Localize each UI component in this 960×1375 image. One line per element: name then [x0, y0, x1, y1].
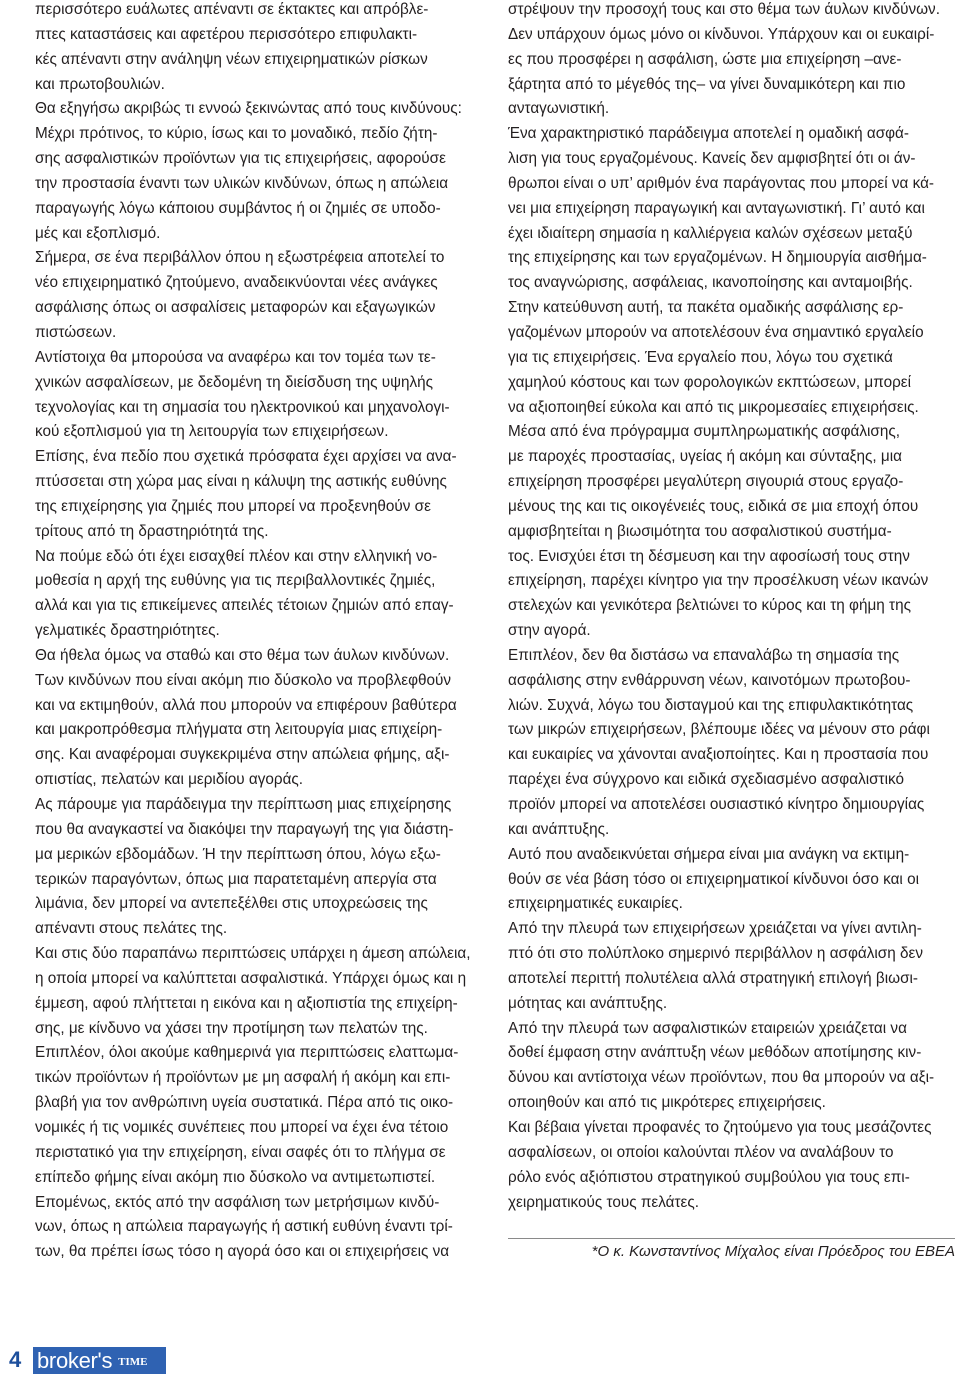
text-line: Ας πάρουμε για παράδειγμα την περίπτωση μιας επιχείρησης: [35, 796, 452, 813]
text-line: ασφάλισης στην ενθάρρυνση νέων, καινοτόμων πρωτοβου-: [508, 671, 911, 689]
text-line: λιση για τους εργαζομένους. Κανείς δεν αμφισβητεί ότι οι άν-: [508, 150, 916, 168]
text-line: Θα εξηγήσω ακριβώς τι εννοώ ξεκινώντας από τους κινδύνους:: [35, 100, 462, 118]
text-line: και να εκτιμηθούν, αλλά που μπορούν να επιφέρουν βαθύτερα: [35, 696, 457, 714]
text-line: Και βέβαια γίνεται προφανές το ζητούμενο για τους μεσάζοντες: [508, 1118, 932, 1136]
text-line: τικών προϊόντων ή προϊόντων με μη ασφαλή ή ακόμη και επι-: [35, 1069, 451, 1087]
text-line: ασφάλισης όπως οι ασφαλίσεις μεταφορών και εξαγωγικών: [35, 299, 436, 317]
paragraph: [508, 122, 955, 296]
text-line: μοθεσία η αρχή της ευθύνης για τις περιβαλλοντικές ζημιές,: [35, 572, 436, 590]
text-line: Αυτό που αναδεικνύεται σήμερα είναι μια ανάγκη να εκτιμη-: [508, 845, 910, 863]
text-line: η οποία μπορεί να καλύπτεται ασφαλιστικά. Υπάρχει όμως και η: [35, 969, 467, 987]
text-line: για τις επιχειρήσεις. Ένα εργαλείο που, λόγω του σχετικά: [508, 348, 893, 366]
text-line: δοθεί έμφαση στην ανάπτυξη νέων μεθόδων αποτίμησης κιν-: [508, 1044, 922, 1062]
text-line: τρίτους από τη δραστηριότητά της.: [35, 522, 269, 540]
text-line: και ανάπτυξης.: [508, 820, 610, 838]
paragraph: [508, 1017, 955, 1116]
text-line: σης. Και αναφέρομαι συγκεκριμένα στην απώλεια φήμης, αξι-: [35, 746, 450, 764]
text-line: παραγωγής λόγω κάποιου συμβάντος ή οι ζημιές σε υποδο-: [35, 199, 441, 217]
text-line: περιστατικό για την επιχείρηση, είναι σαφές ότι το πλήγμα σε: [35, 1143, 446, 1161]
text-line: πτες καταστάσεις και αφετέρου περισσότερο επιφυλακτι-: [35, 25, 418, 43]
text-line: και μακροπρόθεσμα πλήγματα στη λειτουργία μιας επιχείρη-: [35, 721, 443, 739]
text-line: επιχείρηση, παρέχει κίνητρο για την προσέλκυση νέων ικανών: [508, 572, 929, 590]
paragraph: [35, 545, 482, 644]
text-line: μένους της και τις οικογένειές τους, ειδικά σε μια εποχή όπου: [508, 497, 919, 515]
text-line: χειρηματικούς τους πελάτες.: [508, 1193, 699, 1211]
text-line: να αξιοποιηθεί εύκολα και από τις μικρομεσαίες επιχειρήσεις.: [508, 398, 919, 416]
paragraph: [35, 669, 482, 793]
text-line: μές και εξοπλισμό.: [35, 224, 161, 242]
text-line: προϊόν μπορεί να αποτελέσει ουσιαστικό κίνητρο δημιουργίας: [508, 796, 925, 813]
text-line: αμφισβητείται η βιωσιμότητα του ασφαλιστικού συστήμα-: [508, 522, 892, 540]
text-line: Στην κατεύθυνση αυτή, τα πακέτα ομαδικής ασφάλισης ερ-: [508, 299, 904, 317]
text-line: Επίσης, ένα πεδίο που σχετικά πρόσφατα έχει αρχίσει να ανα-: [35, 448, 457, 466]
text-line: ρόλο ενός αξιόπιστου στρατηγικού συμβούλου για τους επι-: [508, 1168, 910, 1186]
text-line: πτό ότι στο πολύπλοκο σημερινό περιβάλλον η ασφάλιση δεν: [508, 945, 923, 963]
paragraph: [508, 296, 955, 420]
right-text-column: [508, 0, 955, 1215]
paragraph: [508, 843, 955, 918]
paragraph: [508, 644, 955, 843]
paragraph: [35, 1041, 482, 1190]
text-line: Δεν υπάρχουν όμως μόνο οι κίνδυνοι. Υπάρχουν και οι ευκαιρί-: [508, 25, 935, 43]
footnote-divider: [508, 1238, 955, 1239]
text-line: επίπεδο φήμης είναι ακόμη πιο δύσκολο να αντιμετωπιστεί.: [35, 1168, 436, 1186]
text-line: την προστασία έναντι των υλικών κινδύνων, όπως η απώλεια: [35, 174, 449, 192]
text-line: θούν σε νέα βάση τόσο οι επιχειρηματικοί κίνδυνοι όσο και οι: [508, 870, 919, 888]
text-line: απέναντι στους πελάτες της.: [35, 920, 228, 938]
text-line: γαζομένων μπορούν να αποτελέσουν ένα σημαντικό εργαλείο: [508, 323, 924, 341]
text-line: τος. Ενισχύει έτσι τη δέσμευση και την αφοσίωσή τους στην: [508, 547, 910, 565]
paragraph: [508, 23, 955, 122]
paragraph: [35, 122, 482, 246]
text-line: τερικών παραγόντων, όπως μια παρατεταμένη απεργία στα: [35, 870, 437, 888]
paragraph: [35, 793, 482, 942]
text-line: νων, όπως η απώλεια παραγωγής ή αστική ευθύνη έναντι τρί-: [35, 1218, 453, 1236]
text-line: βλαβή για τον ανθρώπινη υγεία συστατικά. Πέρα από τις οικο-: [35, 1094, 454, 1112]
text-line: με παροχές προστασίας, υγείας ή ακόμη και σύνταξης, μια: [508, 448, 902, 466]
text-line: Και στις δύο παραπάνω περιπτώσεις υπάρχει η άμεση απώλεια,: [35, 945, 471, 963]
paragraph: [508, 0, 955, 23]
text-line: αποτελεί περιττή πολυτέλεια αλλά στρατηγική επιλογή βιωσι-: [508, 969, 918, 987]
text-line: περισσότερο ευάλωτες απέναντι σε έκτακτες και απρόβλε-: [35, 1, 429, 18]
paragraph: [35, 246, 482, 345]
paragraph: [35, 445, 482, 544]
text-line: τεχνολογίας και τη σημασία του ηλεκτρονικού και μηχανολογι-: [35, 398, 450, 416]
text-line: γελματικές δραστηριότητες.: [35, 622, 220, 640]
text-line: Σήμερα, σε ένα περιβάλλον όπου η εξωστρέφεια αποτελεί το: [35, 249, 445, 267]
text-line: που θα αναγκαστεί να διακόψει την παραγωγή της για διάστη-: [35, 820, 454, 838]
text-line: αλλά και για τις επικείμενες απειλές τέτοιων ζημιών από επαγ-: [35, 597, 454, 615]
text-line: στελεχών και γενικότερα βελτιώνει το κύρος και τη φήμη της: [508, 597, 911, 615]
text-line: Από την πλευρά των ασφαλιστικών εταιρειών χρειάζεται να: [508, 1019, 907, 1037]
text-line: θρωποι είναι ο υπ’ αριθμόν ένα παράγοντας που μπορεί να κά-: [508, 174, 935, 192]
text-line: στρέψουν την προσοχή τους και στο θέμα των άυλων κινδύνων.: [508, 1, 940, 18]
author-footnote: *Ο κ. Κωνσταντίνος Μίχαλος είναι Πρόεδρος του ΕΒΕΑ: [591, 1243, 955, 1260]
magazine-logo: [33, 1347, 166, 1374]
text-line: νομικές ή τις νομικές συνέπειες που μπορεί να έχει ένα τέτοιο: [35, 1118, 449, 1136]
text-line: χνικών ασφαλίσεων, με δεδομένη τη διείσδυση της υψηλής: [35, 373, 434, 391]
text-line: οπιστίας, πελατών και μεριδίου αγοράς.: [35, 771, 304, 789]
text-line: μότητας και ανάπτυξης.: [508, 994, 668, 1012]
text-line: λιών. Συχνά, λόγω του δισταγμού και της επιφυλακτικότητας: [508, 696, 914, 714]
text-line: ασφαλίσεων, οι οποίοι καλούνται πλέον να αναλάβουν το: [508, 1143, 894, 1161]
text-line: έχει ιδιαίτερη σημασία η καλλιέργεια καλών σχέσεων μεταξύ: [508, 224, 913, 242]
text-line: Μέσα από ένα πρόγραμμα συμπληρωματικής ασφάλισης,: [508, 423, 901, 441]
text-line: παρέχει ένα σύγχρονο και ειδικά σχεδιασμένο ασφαλιστικό: [508, 771, 904, 789]
logo-wordmark: broker's: [37, 1348, 113, 1373]
text-line: μα μερικών εβδομάδων. Ή την περίπτωση όπου, λόγω εξω-: [35, 845, 441, 863]
text-line: πιστώσεων.: [35, 323, 117, 341]
left-text-column: [35, 0, 482, 1265]
text-line: οποιηθούν και από τις μικρότερες επιχειρήσεις.: [508, 1094, 826, 1112]
text-line: επιχείρηση προσφέρει μεγαλύτερη σιγουριά στους εργαζο-: [508, 473, 904, 491]
text-line: ες που προσφέρει η ασφάλιση, ώστε μια επιχείρηση –ανε-: [508, 50, 902, 68]
paragraph: [508, 1116, 955, 1215]
text-line: κού εξοπλισμού για τη λειτουργία των επιχειρήσεων.: [35, 423, 389, 441]
text-line: νει μια επιχείρηση παραγωγική και ανταγωνιστική. Γι’ αυτό και: [508, 199, 925, 217]
text-line: Επιπλέον, δεν θα διστάσω να επαναλάβω τη σημασία της: [508, 646, 900, 664]
text-line: και ευκαιρίες να χάνονται αναξιοποίητες. Και η προστασία που: [508, 746, 929, 764]
text-line: Επιπλέον, όλοι ακούμε καθημερινά για περιπτώσεις ελαττωμα-: [35, 1044, 459, 1062]
text-line: σης ασφαλιστικών προϊόντων για τις επιχειρήσεις, αφορούσε: [35, 150, 446, 168]
text-line: Αντίστοιχα θα μπορούσα να αναφέρω και τον τομέα των τε-: [35, 348, 436, 366]
paragraph: [35, 1191, 482, 1266]
text-line: της επιχείρησης για ζημιές που μπορεί να προξενηθούν σε: [35, 497, 431, 515]
text-line: σης, με κίνδυνο να χάσει την προτίμηση των πελατών της.: [35, 1019, 428, 1037]
text-line: Να πούμε εδώ ότι έχει εισαχθεί πλέον και στην ελληνική νο-: [35, 547, 438, 565]
text-line: στην αγορά.: [508, 622, 591, 640]
text-line: και πρωτοβουλιών.: [35, 75, 165, 93]
text-line: των, θα πρέπει ίσως τόσο η αγορά όσο και οι επιχειρήσεις να: [35, 1243, 450, 1261]
text-line: ανταγωνιστική.: [508, 100, 610, 118]
logo-subtitle: TIME: [118, 1356, 148, 1368]
page-number: 4: [9, 1347, 22, 1372]
text-line: Από την πλευρά των επιχειρήσεων χρειάζεται να γίνει αντιλη-: [508, 920, 922, 938]
text-line: δύνου και αντίστοιχα νέων προϊόντων, που θα μπορούν να αξι-: [508, 1069, 935, 1087]
text-line: έμμεση, αφού πλήττεται η εικόνα και η αξιοπιστία της επιχείρη-: [35, 994, 458, 1012]
text-line: λιμάνια, δεν μπορεί να αντεπεξέλθει στις υποχρεώσεις της: [35, 895, 428, 913]
text-line: νέο επιχειρηματικό ζητούμενο, αναδεικνύονται νέες ανάγκες: [35, 274, 438, 292]
text-line: της επιχείρησης και των εργαζομένων. Η δημιουργία αισθήμα-: [508, 249, 927, 267]
text-line: επιχειρηματικές ευκαιρίες.: [508, 895, 683, 913]
paragraph: [508, 420, 955, 644]
text-line: χαμηλού κόστους και των φορολογικών εκπτώσεων, μπορεί: [508, 373, 912, 391]
paragraph: [35, 0, 482, 97]
text-line: τος αναγνώρισης, ασφάλειας, ικανοποίησης και ανταμοιβής.: [508, 274, 913, 292]
text-line: κές απέναντι στην ανάληψη νέων επιχειρηματικών ρίσκων: [35, 50, 428, 68]
paragraph: [508, 917, 955, 1016]
paragraph: [35, 97, 482, 122]
text-line: Μέχρι πρότινος, το κύριο, ίσως και το μοναδικό, πεδίο ζήτη-: [35, 125, 438, 143]
text-line: ξάρτητα από το μέγεθός της– να γίνει δυναμικότερη και πιο: [508, 75, 906, 93]
paragraph: [35, 346, 482, 445]
paragraph: [35, 644, 482, 669]
text-line: των μικρών επιχειρήσεων, βλέπουμε ιδέες να μένουν στο ράφι: [508, 721, 930, 739]
text-line: Των κινδύνων που είναι ακόμη πιο δύσκολο να προβλεφθούν: [35, 671, 452, 689]
paragraph: [35, 942, 482, 1041]
text-line: Επομένως, εκτός από την ασφάλιση των μετρήσιμων κινδύ-: [35, 1193, 440, 1211]
text-line: Θα ήθελα όμως να σταθώ και στο θέμα των άυλων κινδύνων.: [35, 646, 450, 664]
text-line: Ένα χαρακτηριστικό παράδειγμα αποτελεί η ομαδική ασφά-: [508, 125, 909, 143]
text-line: πτύσσεται στη χώρα μας είναι η κάλυψη της αστικής ευθύνης: [35, 473, 447, 491]
